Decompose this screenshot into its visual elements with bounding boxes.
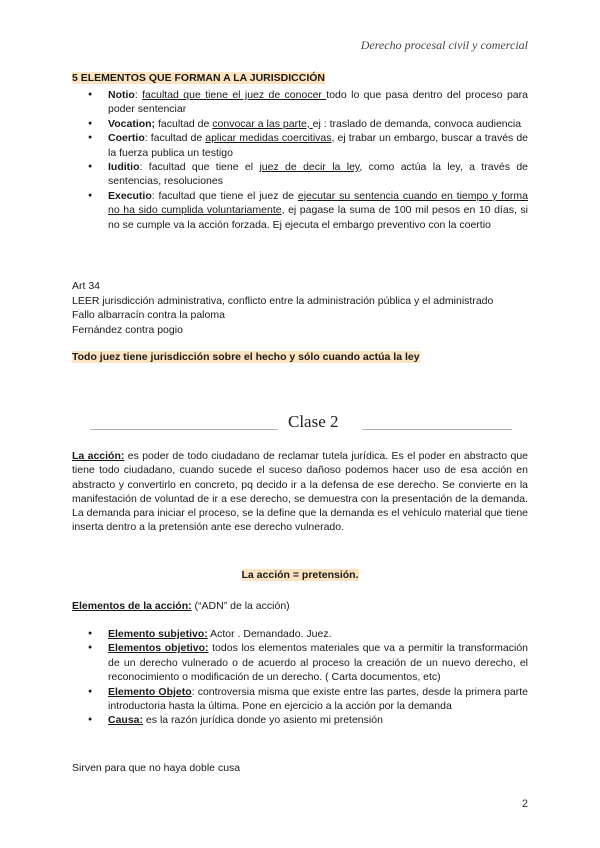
accion-term: La acción: [72, 450, 125, 462]
list-item: ● Coertio: facultad de aplicar medidas coercitivas, ej trabar un embargo, buscar a través de la fuerza publica un testigo [72, 131, 528, 160]
list-item: ● Notio: facultad que tiene el juez de conocer todo lo que pasa dentro del proceso para poder sentenciar [72, 88, 528, 117]
section-title-text: 5 ELEMENTOS QUE FORMAN A LA JURISDICCIÓN [72, 72, 325, 84]
section-title [72, 72, 325, 84]
list-item: ● Iuditio: facultad que tiene el juez de decir la ley, como actúa la ley, a través de sentencias, resoluciones [72, 160, 528, 189]
accion-elements-list [72, 627, 528, 728]
class-title: Clase 2 [288, 412, 339, 431]
closing-line: Sirven para que no haya doble cusa [72, 762, 241, 774]
list-item: ● Executio: facultad que tiene el juez de ejecutar su sentencia cuando en tiempo y forma no ha sido cumplida voluntariamente, ej pagase la suma de 100 mil pesos en 10 días, si no se cumple va la acción forzada. Ej ejecuta el embargo preventivo con la coertio [72, 189, 528, 232]
page-number: 2 [521, 798, 528, 810]
running-header: Derecho procesal civil y comercial [360, 38, 528, 52]
divider-line-left [90, 429, 278, 430]
list-item: ● Causa: es la razón jurídica donde yo asiento mi pretensión [72, 713, 528, 727]
equation-line: La acción = pretensión. [241, 569, 359, 581]
jurisdiction-elements-list [72, 88, 528, 232]
note-line: Fernández contra pogio [72, 324, 183, 336]
highlight-statement: Todo juez tiene jurisdicción sobre el hecho y sólo cuando actúa la ley [72, 351, 420, 363]
class-divider [72, 412, 528, 436]
list-item: ● Vocation; facultad de convocar a las parte, ej : traslado de demanda, convoca audiencia [72, 117, 528, 131]
elementos-heading: Elementos de la acción: (“ADN” de la acción) [72, 600, 290, 612]
list-item: ● Elementos objetivo: todos los elementos materiales que va a permitir la transformación de un derecho vulnerado o de acuerdo al proceso la creación de un nuevo derecho, el reconocimiento o modificación de un derecho. ( Carta documentos, etc) [72, 641, 528, 684]
list-item: ● Elemento subjetivo: Actor . Demandado. Juez. [72, 627, 528, 641]
divider-line-right [362, 429, 512, 430]
list-item: ● Elemento Objeto: controversia misma que existe entre las partes, desde la primera parte introductoria hasta la última. Pone en ejercicio a la acción por la demanda [72, 685, 528, 714]
note-line: LEER jurisdicción administrativa, conflicto entre la administración pública y el administrado [72, 295, 494, 307]
note-line: Fallo albarracín contra la paloma [72, 309, 225, 321]
accion-paragraph: La acción: es poder de todo ciudadano de reclamar tutela jurídica. Es el poder en abstracto que tiene todo ciudadano, cuando sucede el suceso dañoso podemos hacer uso de esa acción en abstracto y convertirlo en concreto, pq decido ir a la defensa de ese derecho. Se convierte en la manifestación de voluntad de ir a ese derecho, se demuestra con la presentación de la demanda. La demanda para iniciar el proceso, se la define que la demanda es el vehículo material que tiene inserta dentro a la pretensión ante ese derecho vulnerado. [72, 450, 529, 534]
note-line: Art 34 [72, 280, 101, 292]
